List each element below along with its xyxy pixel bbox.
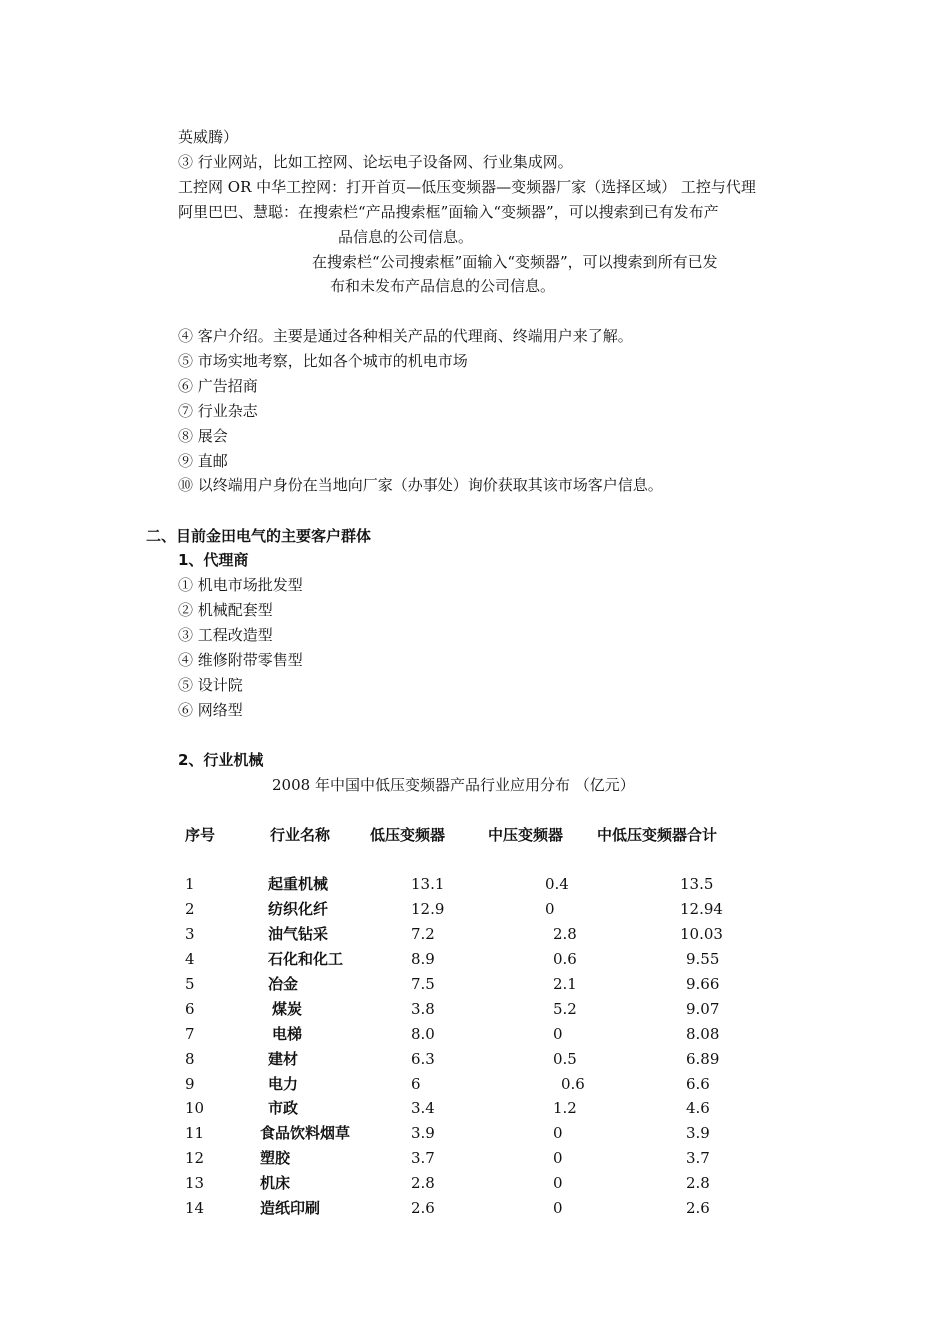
table-header-total: 中低压变频器合计 bbox=[597, 826, 718, 844]
subsection-heading: 2、行业机械 bbox=[178, 751, 264, 769]
list-item: ⑥ 广告招商 bbox=[178, 377, 258, 395]
cell-industry: 市政 bbox=[268, 1099, 299, 1117]
cell-index: 14 bbox=[185, 1199, 205, 1217]
cell-low-voltage: 6.3 bbox=[411, 1050, 435, 1068]
cell-low-voltage: 2.6 bbox=[411, 1199, 435, 1217]
cell-low-voltage: 7.5 bbox=[411, 975, 435, 993]
list-item: ⑤ 设计院 bbox=[178, 676, 243, 694]
cell-low-voltage: 3.7 bbox=[411, 1149, 435, 1167]
cell-medium-voltage: 2.1 bbox=[553, 975, 577, 993]
cell-low-voltage: 2.8 bbox=[411, 1174, 435, 1192]
cell-index: 5 bbox=[185, 975, 195, 993]
cell-total: 6.6 bbox=[686, 1075, 710, 1093]
cell-low-voltage: 13.1 bbox=[411, 875, 445, 893]
list-item: ⑦ 行业杂志 bbox=[178, 402, 258, 420]
cell-industry: 建材 bbox=[268, 1050, 299, 1068]
cell-index: 2 bbox=[185, 900, 195, 918]
cell-total: 3.7 bbox=[686, 1149, 710, 1167]
cell-medium-voltage: 0.6 bbox=[553, 950, 577, 968]
cell-medium-voltage: 0.6 bbox=[561, 1075, 585, 1093]
cell-total: 3.9 bbox=[686, 1124, 710, 1142]
cell-industry: 食品饮料烟草 bbox=[260, 1124, 351, 1142]
list-item: ③ 行业网站，比如工控网、论坛电子设备网、行业集成网。 bbox=[178, 153, 573, 171]
cell-industry: 电力 bbox=[268, 1075, 299, 1093]
cell-total: 12.94 bbox=[680, 900, 723, 918]
list-item: ⑥ 网络型 bbox=[178, 701, 243, 719]
list-item: ④ 客户介绍。主要是通过各种相关产品的代理商、终端用户来了解。 bbox=[178, 327, 633, 345]
cell-total: 9.66 bbox=[686, 975, 720, 993]
cell-medium-voltage: 0 bbox=[553, 1025, 563, 1043]
cell-index: 10 bbox=[185, 1099, 205, 1117]
cell-index: 12 bbox=[185, 1149, 205, 1167]
cell-industry: 油气钻采 bbox=[268, 925, 329, 943]
cell-total: 6.89 bbox=[686, 1050, 720, 1068]
cell-medium-voltage: 0 bbox=[553, 1199, 563, 1217]
cell-medium-voltage: 0 bbox=[553, 1124, 563, 1142]
cell-low-voltage: 12.9 bbox=[411, 900, 445, 918]
cell-industry: 造纸印刷 bbox=[260, 1199, 321, 1217]
cell-industry: 电梯 bbox=[272, 1025, 303, 1043]
cell-low-voltage: 3.9 bbox=[411, 1124, 435, 1142]
text-line: 布和未发布产品信息的公司信息。 bbox=[330, 277, 556, 295]
cell-low-voltage: 8.0 bbox=[411, 1025, 435, 1043]
cell-industry: 纺织化纤 bbox=[268, 900, 329, 918]
cell-low-voltage: 7.2 bbox=[411, 925, 435, 943]
list-item: ⑧ 展会 bbox=[178, 427, 228, 445]
cell-total: 13.5 bbox=[680, 875, 714, 893]
cell-industry: 煤炭 bbox=[272, 1000, 303, 1018]
cell-index: 7 bbox=[185, 1025, 195, 1043]
text-line: 在搜索栏“公司搜索框”面输入“变频器”，可以搜索到所有已发 bbox=[312, 253, 718, 271]
subsection-heading: 1、代理商 bbox=[178, 551, 249, 569]
cell-industry: 石化和化工 bbox=[268, 950, 344, 968]
section-heading: 二、目前金田电气的主要客户群体 bbox=[146, 527, 372, 545]
text-line: 品信息的公司信息。 bbox=[338, 228, 474, 246]
list-item: ③ 工程改造型 bbox=[178, 626, 273, 644]
cell-index: 9 bbox=[185, 1075, 195, 1093]
cell-index: 4 bbox=[185, 950, 195, 968]
table-header-industry: 行业名称 bbox=[270, 826, 331, 844]
cell-total: 10.03 bbox=[680, 925, 723, 943]
cell-medium-voltage: 2.8 bbox=[553, 925, 577, 943]
table-caption: 2008 年中国中低压变频器产品行业应用分布 （亿元） bbox=[272, 776, 635, 794]
list-item: ⑨ 直邮 bbox=[178, 452, 228, 470]
cell-total: 9.55 bbox=[686, 950, 720, 968]
table-header-medium-voltage: 中压变频器 bbox=[488, 826, 564, 844]
cell-total: 9.07 bbox=[686, 1000, 720, 1018]
table-header-index: 序号 bbox=[185, 826, 216, 844]
cell-index: 13 bbox=[185, 1174, 205, 1192]
cell-medium-voltage: 0 bbox=[545, 900, 555, 918]
list-item: ⑩ 以终端用户身份在当地向厂家（办事处）询价获取其该市场客户信息。 bbox=[178, 476, 663, 494]
cell-index: 11 bbox=[185, 1124, 205, 1142]
cell-index: 1 bbox=[185, 875, 195, 893]
cell-total: 2.8 bbox=[686, 1174, 710, 1192]
cell-medium-voltage: 1.2 bbox=[553, 1099, 577, 1117]
cell-industry: 冶金 bbox=[268, 975, 299, 993]
cell-medium-voltage: 5.2 bbox=[553, 1000, 577, 1018]
cell-medium-voltage: 0 bbox=[553, 1149, 563, 1167]
list-item: ⑤ 市场实地考察，比如各个城市的机电市场 bbox=[178, 352, 468, 370]
cell-index: 6 bbox=[185, 1000, 195, 1018]
cell-industry: 起重机械 bbox=[268, 875, 329, 893]
text-line: 工控网 OR 中华工控网：打开首页—低压变频器—变频器厂家（选择区域） 工控与代理 bbox=[178, 178, 756, 196]
cell-industry: 塑胶 bbox=[260, 1149, 291, 1167]
cell-total: 8.08 bbox=[686, 1025, 720, 1043]
list-item: ① 机电市场批发型 bbox=[178, 576, 303, 594]
cell-low-voltage: 3.8 bbox=[411, 1000, 435, 1018]
cell-medium-voltage: 0 bbox=[553, 1174, 563, 1192]
cell-medium-voltage: 0.4 bbox=[545, 875, 569, 893]
cell-medium-voltage: 0.5 bbox=[553, 1050, 577, 1068]
list-item: ④ 维修附带零售型 bbox=[178, 651, 303, 669]
cell-low-voltage: 6 bbox=[411, 1075, 421, 1093]
table-header-low-voltage: 低压变频器 bbox=[370, 826, 446, 844]
cell-index: 3 bbox=[185, 925, 195, 943]
text-line: 英威腾） bbox=[178, 128, 239, 146]
cell-industry: 机床 bbox=[260, 1174, 291, 1192]
list-item: ② 机械配套型 bbox=[178, 601, 273, 619]
cell-low-voltage: 3.4 bbox=[411, 1099, 435, 1117]
cell-low-voltage: 8.9 bbox=[411, 950, 435, 968]
text-line: 阿里巴巴、慧聪：在搜索栏“产品搜索框”面输入“变频器”，可以搜索到已有发布产 bbox=[178, 203, 719, 221]
cell-total: 4.6 bbox=[686, 1099, 710, 1117]
cell-index: 8 bbox=[185, 1050, 195, 1068]
cell-total: 2.6 bbox=[686, 1199, 710, 1217]
